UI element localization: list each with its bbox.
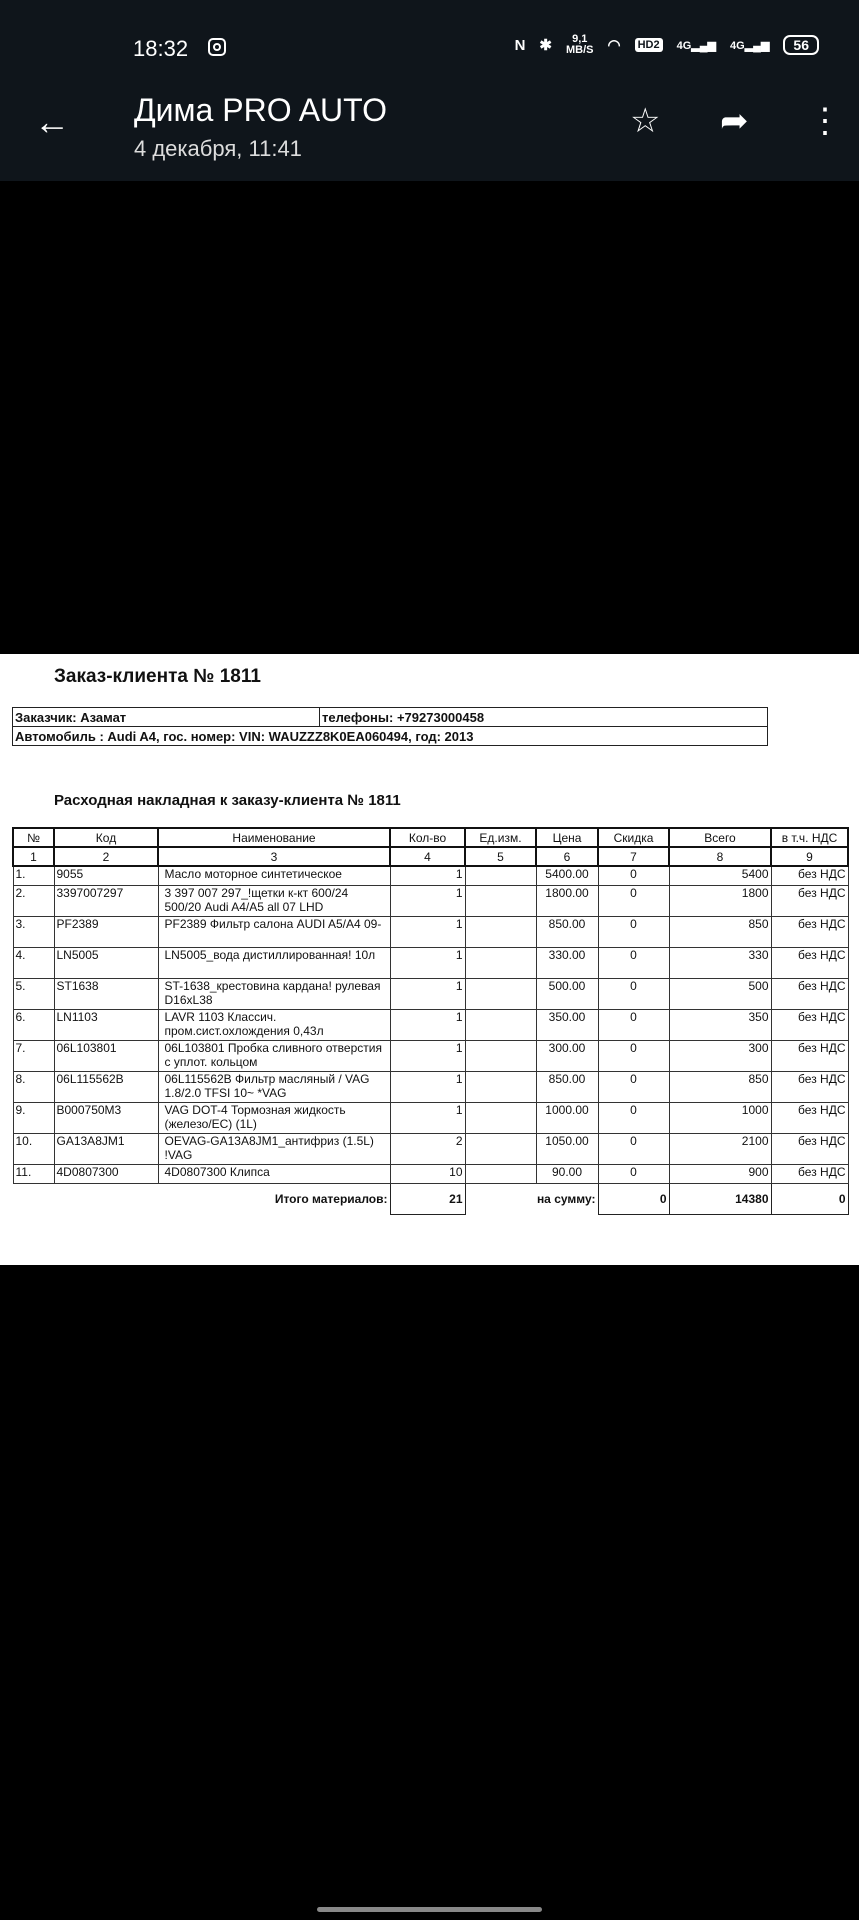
column-header: Код xyxy=(54,828,158,847)
cell: 300 xyxy=(669,1040,771,1071)
column-header: Скидка xyxy=(598,828,669,847)
cell: 0 xyxy=(598,1040,669,1071)
cell: 7. xyxy=(13,1040,54,1071)
customer-info-table xyxy=(12,707,768,746)
cell xyxy=(465,1040,536,1071)
column-header: Кол-во xyxy=(390,828,465,847)
column-number: 7 xyxy=(598,847,669,866)
bluetooth-icon: ✱ xyxy=(539,37,552,54)
cell: 0 xyxy=(598,978,669,1009)
cell: 850.00 xyxy=(536,916,598,947)
battery-icon: 56 xyxy=(783,35,819,55)
total-label: Итого материалов: xyxy=(274,1191,388,1206)
cell: 850 xyxy=(669,1071,771,1102)
cell: 1800 xyxy=(669,885,771,916)
order-title: Заказ-клиента № 1811 xyxy=(54,666,261,687)
cell: 0 xyxy=(598,1102,669,1133)
cell: ST-1638_крестовина кардана! рулевая D16xL38 xyxy=(158,978,390,1009)
cell: LAVR 1103 Классич. пром.сист.охлождения 0,43л xyxy=(158,1009,390,1040)
cell xyxy=(465,1133,536,1164)
customer-phones: телефоны: +79273000458 xyxy=(320,708,768,727)
hd-voice-icon: HD2 xyxy=(635,38,663,52)
cell: 0 xyxy=(598,947,669,978)
cell: без НДС xyxy=(771,1164,848,1183)
cell: LN5005_вода дистиллированная! 10л xyxy=(158,947,390,978)
cell xyxy=(465,1102,536,1133)
chat-title: Дима PRO AUTO xyxy=(134,92,388,128)
share-icon[interactable]: ➦ xyxy=(720,102,749,140)
total-qty: 21 xyxy=(390,1183,465,1214)
cell: без НДС xyxy=(771,978,848,1009)
cell: без НДС xyxy=(771,1009,848,1040)
star-icon[interactable]: ☆ xyxy=(630,102,661,140)
cell: 1000.00 xyxy=(536,1102,598,1133)
cell: ST1638 xyxy=(54,978,158,1009)
app-header xyxy=(0,0,859,181)
cell: 11. xyxy=(13,1164,54,1183)
cell: 350.00 xyxy=(536,1009,598,1040)
cell: 1800.00 xyxy=(536,885,598,916)
signal-icon-2: 4G▂▄▆ xyxy=(730,39,770,52)
status-time: 18:32 xyxy=(133,36,189,61)
column-header: Всего xyxy=(669,828,771,847)
totals-row xyxy=(13,1183,848,1214)
cell: 6. xyxy=(13,1009,54,1040)
cell: 0 xyxy=(598,885,669,916)
cell: 0 xyxy=(598,1164,669,1183)
column-number: 1 xyxy=(13,847,54,866)
cell: 1 xyxy=(390,885,465,916)
cell: 4D0807300 xyxy=(54,1164,158,1183)
cell: 300.00 xyxy=(536,1040,598,1071)
net-speed xyxy=(566,34,594,56)
cell xyxy=(465,1071,536,1102)
more-menu-icon[interactable]: ⋮ xyxy=(808,102,842,140)
table-row xyxy=(13,1071,848,1102)
total-sum-label: на сумму: xyxy=(536,1191,596,1206)
cell xyxy=(465,978,536,1009)
cell: 4. xyxy=(13,947,54,978)
cell: 1. xyxy=(13,866,54,885)
cell xyxy=(465,1164,536,1183)
cell: 90.00 xyxy=(536,1164,598,1183)
total-total: 14380 xyxy=(669,1183,771,1214)
column-number: 2 xyxy=(54,847,158,866)
column-header: Ед.изм. xyxy=(465,828,536,847)
customer-name: Заказчик: Азамат xyxy=(13,708,320,727)
instagram-notification-icon xyxy=(208,38,226,56)
cell: 1 xyxy=(390,866,465,885)
table-row xyxy=(13,885,848,916)
status-icons xyxy=(515,34,819,56)
net-speed-unit: MB/S xyxy=(566,44,594,56)
back-arrow-icon[interactable]: ← xyxy=(34,101,70,142)
table-row xyxy=(13,866,848,885)
cell: B000750M3 xyxy=(54,1102,158,1133)
cell: 4D0807300 Клипса xyxy=(158,1164,390,1183)
cell: 8. xyxy=(13,1071,54,1102)
cell: 0 xyxy=(598,1009,669,1040)
cell: 9055 xyxy=(54,866,158,885)
cell: 06L103801 xyxy=(54,1040,158,1071)
column-header: № xyxy=(13,828,54,847)
cell: 1 xyxy=(390,1040,465,1071)
cell xyxy=(465,866,536,885)
home-indicator[interactable] xyxy=(317,1907,542,1912)
cell: 10 xyxy=(390,1164,465,1183)
total-discount: 0 xyxy=(598,1183,669,1214)
cell: без НДС xyxy=(771,1133,848,1164)
net-speed-value: 9,1 xyxy=(572,33,588,45)
table-row xyxy=(13,947,848,978)
cell: 1 xyxy=(390,1009,465,1040)
cell: 900 xyxy=(669,1164,771,1183)
invoice-title: Расходная накладная к заказу-клиента № 1811 xyxy=(54,792,401,809)
cell: PF2389 Фильтр салона AUDI A5/A4 09- xyxy=(158,916,390,947)
cell: 1050.00 xyxy=(536,1133,598,1164)
table-row xyxy=(13,1040,848,1071)
cell xyxy=(465,916,536,947)
column-number: 4 xyxy=(390,847,465,866)
cell: 3. xyxy=(13,916,54,947)
cell: VAG DOT-4 Тормозная жидкость (железо/EC) (1L) xyxy=(158,1102,390,1133)
cell: LN1103 xyxy=(54,1009,158,1040)
cell: 0 xyxy=(598,1071,669,1102)
cell: 1 xyxy=(390,978,465,1009)
cell: 1 xyxy=(390,916,465,947)
cell: 1 xyxy=(390,1071,465,1102)
table-row xyxy=(13,1009,848,1040)
cell: PF2389 xyxy=(54,916,158,947)
cell: без НДС xyxy=(771,916,848,947)
cell: 2. xyxy=(13,885,54,916)
cell: без НДС xyxy=(771,1071,848,1102)
cell: 06L103801 Пробка сливного отверстия с уплот. кольцом xyxy=(158,1040,390,1071)
table-row xyxy=(13,1164,848,1183)
cell: OEVAG-GA13A8JM1_антифриз (1.5L) !VAG xyxy=(158,1133,390,1164)
cell: без НДС xyxy=(771,866,848,885)
cell: LN5005 xyxy=(54,947,158,978)
wifi-icon: ◠ xyxy=(607,37,621,54)
car-info: Автомобиль : Audi A4, гос. номер: VIN: WAUZZZ8K0EA060494, год: 2013 xyxy=(13,727,768,746)
cell: 2 xyxy=(390,1133,465,1164)
items-table xyxy=(12,827,849,1215)
cell: 5. xyxy=(13,978,54,1009)
cell: 330 xyxy=(669,947,771,978)
column-number: 5 xyxy=(465,847,536,866)
cell: без НДС xyxy=(771,1040,848,1071)
document-image xyxy=(0,654,859,1265)
cell: 500 xyxy=(669,978,771,1009)
cell: 0 xyxy=(598,916,669,947)
sig2-label: 4G xyxy=(730,39,745,52)
cell: 2100 xyxy=(669,1133,771,1164)
cell: 06L115562B xyxy=(54,1071,158,1102)
cell: 330.00 xyxy=(536,947,598,978)
cell: 500.00 xyxy=(536,978,598,1009)
cell: Масло моторное синтетическое xyxy=(158,866,390,885)
column-header: Цена xyxy=(536,828,598,847)
cell: без НДС xyxy=(771,885,848,916)
sig1-label: 4G xyxy=(676,39,692,52)
cell: 0 xyxy=(598,866,669,885)
table-row xyxy=(13,1102,848,1133)
cell: без НДС xyxy=(771,1102,848,1133)
cell: 850 xyxy=(669,916,771,947)
message-date: 4 декабря, 11:41 xyxy=(134,136,302,161)
cell: 1 xyxy=(390,947,465,978)
column-number: 6 xyxy=(536,847,598,866)
cell: 1000 xyxy=(669,1102,771,1133)
cell xyxy=(465,1009,536,1040)
column-header: Наименование xyxy=(158,828,390,847)
column-number: 9 xyxy=(771,847,848,866)
cell xyxy=(465,885,536,916)
cell: 10. xyxy=(13,1133,54,1164)
table-row xyxy=(13,1133,848,1164)
cell: 3 397 007 297_!щетки к-кт 600/24 500/20 Audi A4/A5 all 07 LHD xyxy=(158,885,390,916)
column-number: 8 xyxy=(669,847,771,866)
cell: 0 xyxy=(598,1133,669,1164)
cell xyxy=(465,947,536,978)
cell: 350 xyxy=(669,1009,771,1040)
cell: 06L115562B Фильтр масляный / VAG 1.8/2.0 TFSI 10~ *VAG xyxy=(158,1071,390,1102)
cell: 9. xyxy=(13,1102,54,1133)
table-row xyxy=(13,916,848,947)
cell: 3397007297 xyxy=(54,885,158,916)
cell: без НДС xyxy=(771,947,848,978)
total-vat: 0 xyxy=(771,1183,848,1214)
nfc-icon: N xyxy=(514,36,526,54)
signal-icon-1: 4G▂▄▆ xyxy=(676,39,717,52)
cell: 5400.00 xyxy=(536,866,598,885)
cell: GA13A8JM1 xyxy=(54,1133,158,1164)
table-row xyxy=(13,978,848,1009)
column-header: в т.ч. НДС xyxy=(771,828,848,847)
column-number: 3 xyxy=(158,847,390,866)
cell: 1 xyxy=(390,1102,465,1133)
cell: 850.00 xyxy=(536,1071,598,1102)
cell: 5400 xyxy=(669,866,771,885)
